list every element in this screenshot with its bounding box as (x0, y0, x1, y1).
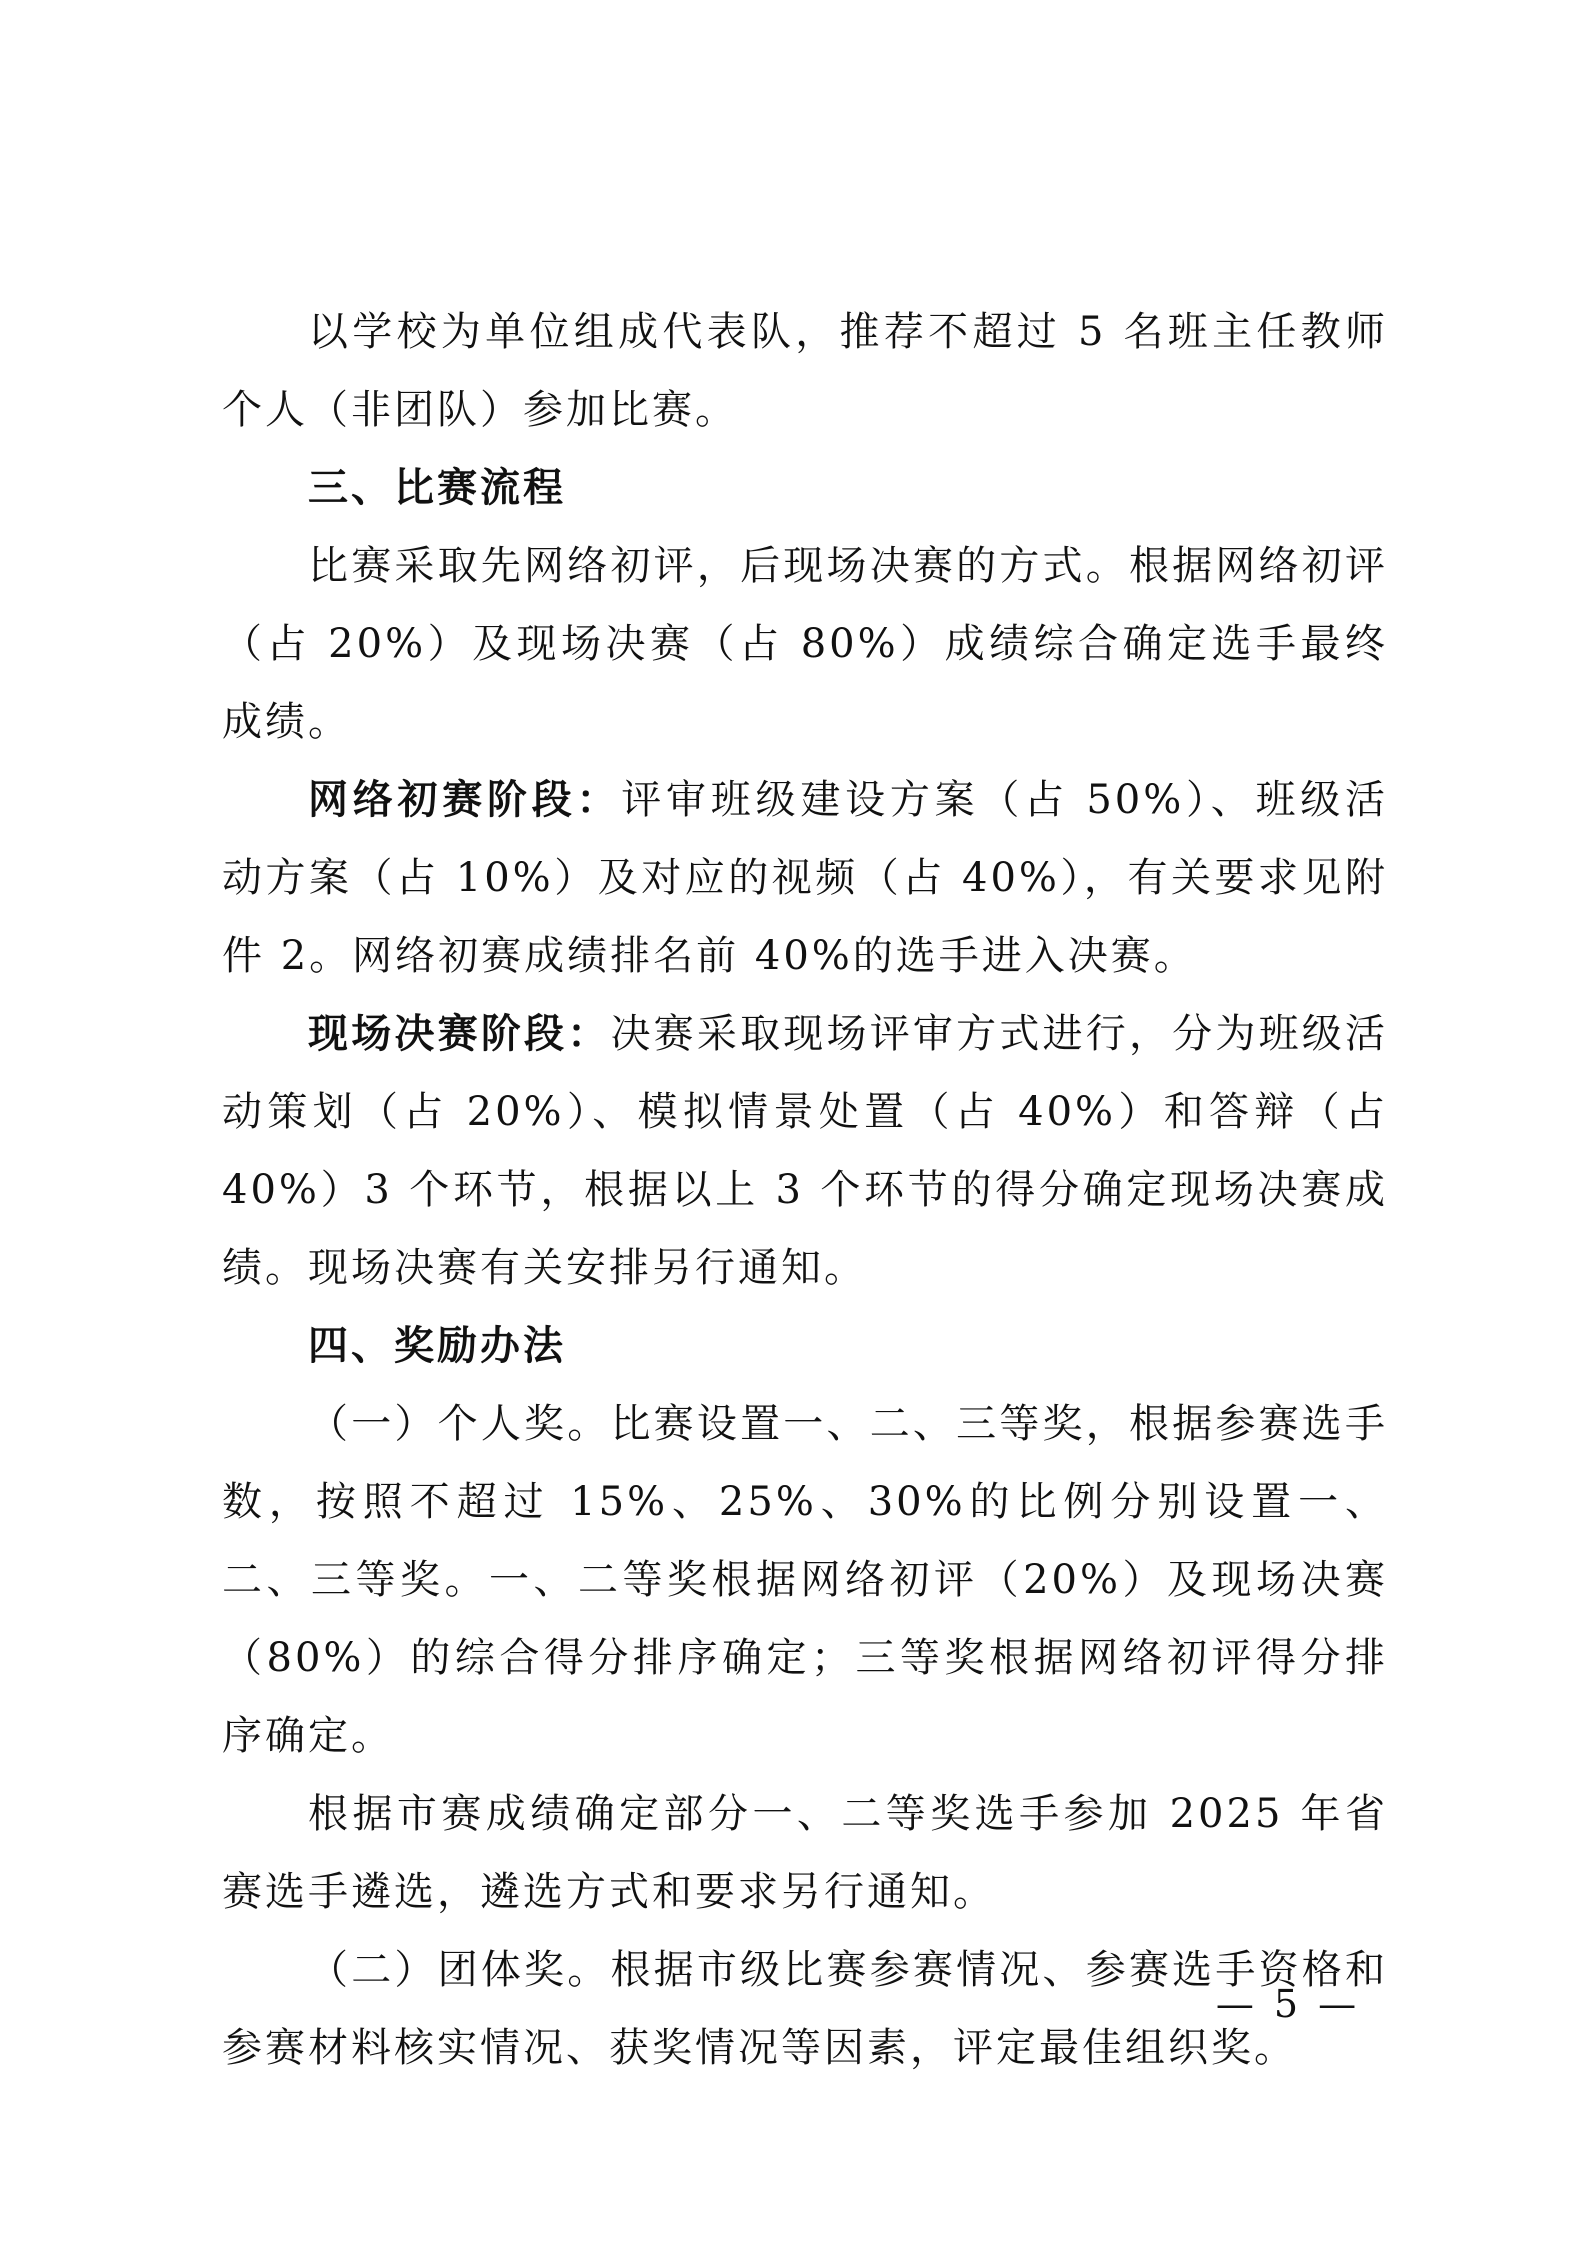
page-number: — 5 — (1215, 1982, 1361, 2026)
paragraph-final-stage (222, 995, 1388, 1307)
online-stage-text: 评审班级建设方案（占 50%）、班级活动方案（占 10%）及对应的视频（占 40%），有关要求见附件 2。网络初赛成绩排名前 40%的选手进入决赛。 (222, 777, 1389, 979)
section-heading-awards: 四、奖励办法 (308, 1323, 566, 1369)
paragraph-eligibility: 以学校为单位组成代表队，推荐不超过 5 名班主任教师个人（非团队）参加比赛。 (222, 309, 1388, 433)
paragraph-team-award: （二）团体奖。根据市级比赛参赛情况、参赛选手资格和参赛材料核实情况、获奖情况等因素，评定最佳组织奖。 (222, 1947, 1388, 2071)
document-body (222, 293, 1388, 2087)
paragraph-provincial-selection: 根据市赛成绩确定部分一、二等奖选手参加 2025 年省赛选手遴选，遴选方式和要求另行通知。 (222, 1791, 1388, 1915)
section-heading-competition-process: 三、比赛流程 (308, 465, 566, 511)
paragraph-process-intro: 比赛采取先网络初评，后现场决赛的方式。根据网络初评（占 20%）及现场决赛（占 80%）成绩综合确定选手最终成绩。 (222, 543, 1388, 745)
paragraph-individual-award: （一）个人奖。比赛设置一、二、三等奖，根据参赛选手数，按照不超过 15%、25%、30%的比例分别设置一、二、三等奖。一、二等奖根据网络初评（20%）及现场决赛（80%）的综合得分排序确定；三等奖根据网络初评得分排序确定。 (222, 1401, 1388, 1759)
paragraph-online-stage (222, 761, 1388, 995)
online-stage-lead: 网络初赛阶段： (308, 777, 622, 823)
final-stage-lead: 现场决赛阶段： (308, 1011, 611, 1057)
final-stage-text: 决赛采取现场评审方式进行，分为班级活动策划（占 20%）、模拟情景处置（占 40%）和答辩（占 40%）3 个环节，根据以上 3 个环节的得分确定现场决赛成绩。现场决赛有关安排另行通知。 (222, 1011, 1389, 1291)
